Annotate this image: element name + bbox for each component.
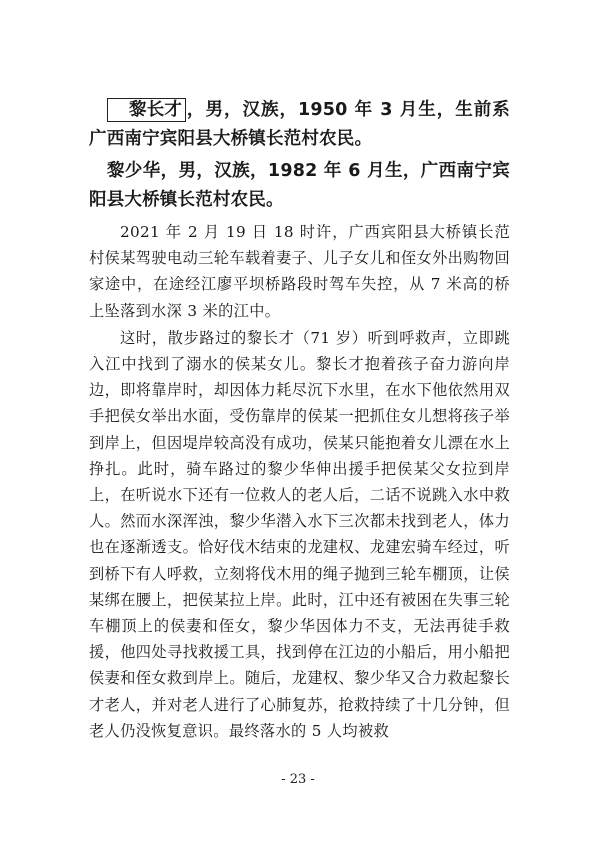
bio-text: 黎少华，男，汉族，1982 年 6 月生，广西南宁宾阳县大桥镇长范村农民。 [89,161,510,210]
story-paragraph: 2021 年 2 月 19 日 18 时许，广西宾阳县大桥镇长范村侯某驾驶电动三轮车载着妻子、儿子女儿和侄女外出购物回家途中，在途经江廖平坝桥路段时驾车失控，从 7 米高的桥上坠落到水深 3 米的江中。 [89,223,510,320]
bio-li-shaohua [89,157,510,215]
bio-text: ，男，汉族，1950 年 3 月生，生前系广西南宁宾阳县大桥镇长范村农民。 [89,100,510,149]
story-paragraph: 这时，散步路过的黎长才（71 岁）听到呼救声，立即跳入江中找到了溺水的侯某女儿。黎长才抱着孩子奋力游向岸边，即将靠岸时，却因体力耗尽沉下水里，在水下他依然用双手把侯女举出水面，受伤靠岸的侯某一把抓住女儿想将孩子举到岸上，但因堤岸较高没有成功，侯某只能抱着女儿漂在水上挣扎。此时，骑车路过的黎少华伸出援手把侯某父女拉到岸上，在听说水下还有一位救人的老人后，二话不说跳入水中救人。然而水深浑浊，黎少华潜入水下三次都未找到老人，体力也在逐渐透支。恰好伐木结束的龙建权、龙建宏骑车经过，听到桥下有人呼救，立刻将伐木用的绳子抛到三轮车棚顶，让侯某绑在腰上，把侯某拉上岸。此时，江中还有被困在失事三轮车棚顶上的侯妻和侄女，黎少华因体力不支，无法再徒手救援，他四处寻找救援工具，找到停在江边的小船后，用小船把侯妻和侄女救到岸上。随后，龙建权、黎少华又合力救起黎长才老人，并对老人进行了心肺复苏，抢救持续了十几分钟，但老人仍没恢复意识。最终落水的 5 人均被救 [89,328,510,740]
bio-li-changcai [89,96,510,154]
highlighted-name: 黎长才 [107,98,186,122]
page-number: - 23 - [281,772,315,787]
page-content [89,96,510,744]
